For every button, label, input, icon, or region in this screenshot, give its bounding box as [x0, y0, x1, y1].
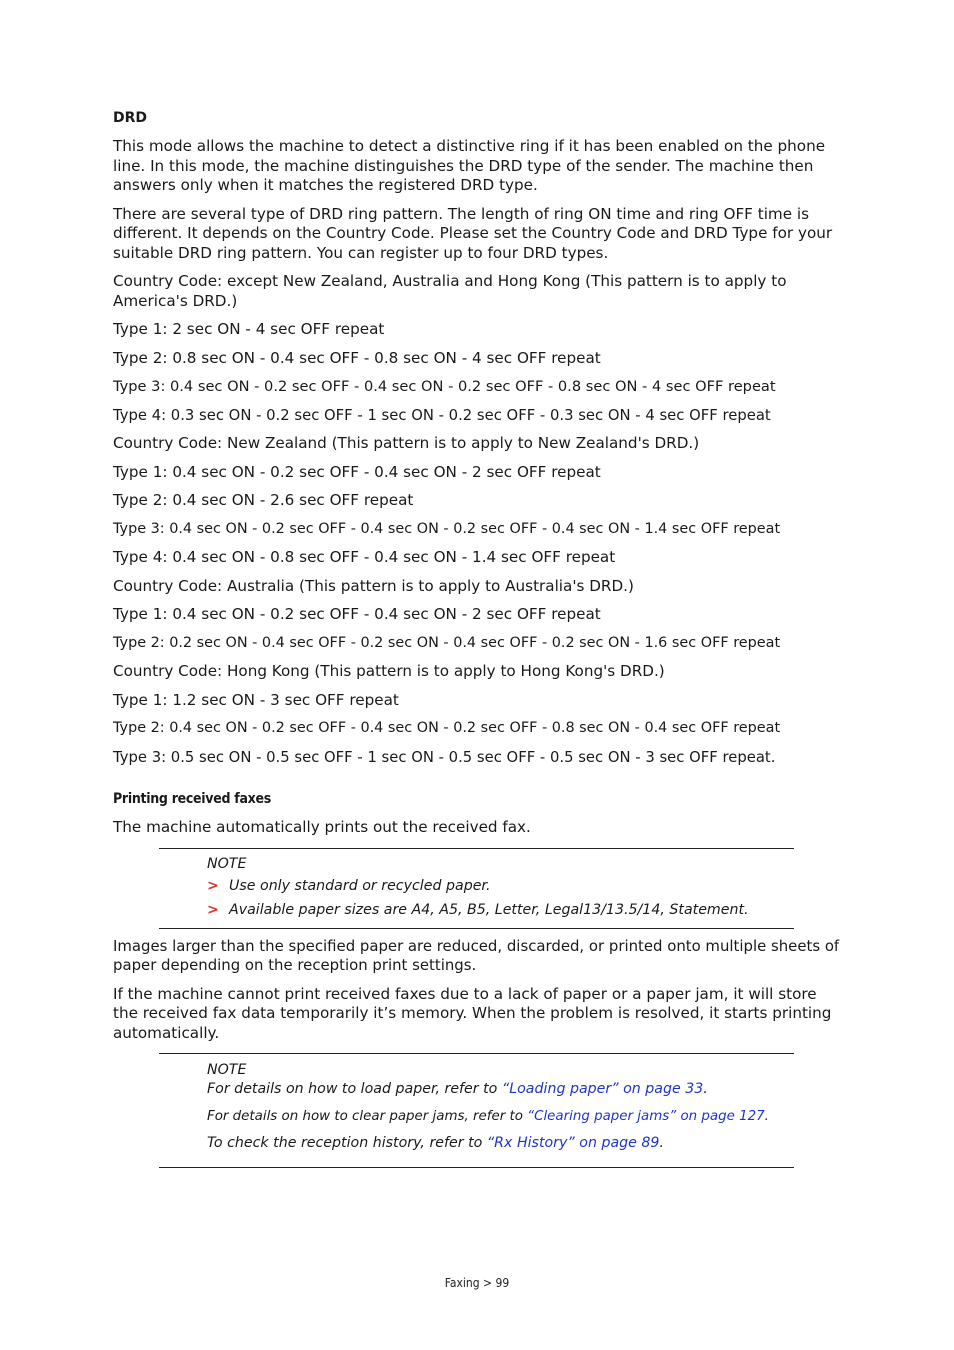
note-bullet-text: Use only standard or recycled paper.	[229, 877, 491, 894]
drd-line: Type 1: 1.2 sec ON - 3 sec OFF repeat	[113, 690, 399, 709]
note-reference-suffix: .	[703, 1081, 708, 1097]
drd-line: Country Code: New Zealand (This pattern is to apply to New Zealand's DRD.)	[113, 434, 700, 452]
drd-line: Type 3: 0.4 sec ON - 0.2 sec OFF - 0.4 sec ON - 0.2 sec OFF - 0.8 sec ON - 4 sec OFF repeat	[113, 378, 776, 395]
note-bullet-text: Available paper sizes are A4, A5, B5, Letter, Legal13/13.5/14, Statement.	[229, 901, 749, 918]
drd-intro: This mode allows the machine to detect a distinctive ring if it has been enabled on the phone line. In this mode, the machine distinguishes the DRD type of the sender. The machine then answers only when it matches the registered DRD type.	[113, 137, 826, 194]
drd-line: Type 2: 0.8 sec ON - 0.4 sec OFF - 0.8 sec ON - 4 sec OFF repeat	[113, 348, 601, 367]
chevron-right-icon: >	[207, 901, 219, 918]
drd-heading: DRD	[113, 110, 148, 126]
page-content	[113, 108, 843, 1168]
drd-line: Country Code: Hong Kong (This pattern is to apply to Hong Kong's DRD.)	[113, 662, 665, 680]
note-reference-prefix: To check the reception history, refer to	[207, 1135, 487, 1151]
link-clearing-paper-jams[interactable]: “Clearing paper jams” on page 127	[527, 1109, 765, 1124]
note-box-references	[159, 1053, 794, 1168]
drd-line: Type 4: 0.4 sec ON - 0.8 sec OFF - 0.4 sec ON - 1.4 sec OFF repeat	[113, 548, 616, 566]
note-reference-line	[207, 1107, 794, 1126]
drd-line: Type 1: 0.4 sec ON - 0.2 sec OFF - 0.4 sec ON - 2 sec OFF repeat	[113, 462, 601, 481]
link-loading-paper[interactable]: “Loading paper” on page 33	[501, 1081, 704, 1097]
note-reference-prefix: For details on how to clear paper jams, refer to	[207, 1109, 528, 1124]
drd-line: Type 1: 0.4 sec ON - 0.2 sec OFF - 0.4 sec ON - 2 sec OFF repeat	[113, 605, 601, 623]
printing-para-2: If the machine cannot print received faxes due to a lack of paper or a paper jam, it will store the received fax data temporarily it’s memory. When the problem is resolved, it starts printing automatically.	[113, 984, 832, 1042]
note-bullet	[207, 898, 794, 922]
drd-line: Country Code: Australia (This pattern is to apply to Australia's DRD.)	[113, 576, 634, 595]
drd-line: Type 2: 0.4 sec ON - 2.6 sec OFF repeat	[113, 491, 414, 509]
note-reference-line	[207, 1134, 794, 1153]
printing-intro: The machine automatically prints out the received fax.	[113, 818, 531, 836]
note-reference-line	[207, 1080, 794, 1099]
printing-para-1: Images larger than the specified paper are reduced, discarded, or printed onto multiple sheets of paper depending on the reception print settings.	[113, 936, 840, 974]
drd-line: Type 2: 0.2 sec ON - 0.4 sec OFF - 0.2 sec ON - 0.4 sec OFF - 0.2 sec ON - 1.6 sec OFF repeat	[113, 634, 781, 651]
page-footer: Faxing > 99	[444, 1276, 510, 1290]
note-label: NOTE	[207, 855, 247, 872]
note-bullet	[207, 874, 794, 898]
note-label: NOTE	[207, 1062, 247, 1078]
note-reference-suffix: .	[659, 1135, 664, 1151]
note-reference-prefix: For details on how to load paper, refer to	[207, 1081, 502, 1097]
drd-line: Type 2: 0.4 sec ON - 0.2 sec OFF - 0.4 sec ON - 0.2 sec OFF - 0.8 sec ON - 0.4 sec OFF repeat	[113, 720, 781, 736]
printing-heading: Printing received faxes	[113, 791, 271, 807]
drd-line: Country Code: except New Zealand, Australia and Hong Kong (This pattern is to apply to America's DRD.)	[113, 272, 787, 310]
chevron-right-icon: >	[207, 877, 219, 894]
drd-line: Type 3: 0.5 sec ON - 0.5 sec OFF - 1 sec ON - 0.5 sec OFF - 0.5 sec ON - 3 sec OFF repeat.	[113, 748, 776, 766]
drd-line: Type 4: 0.3 sec ON - 0.2 sec OFF - 1 sec ON - 0.2 sec OFF - 0.3 sec ON - 4 sec OFF repeat	[113, 406, 771, 424]
drd-line: Type 3: 0.4 sec ON - 0.2 sec OFF - 0.4 sec ON - 0.2 sec OFF - 0.4 sec ON - 1.4 sec OFF repeat	[113, 520, 781, 537]
note-reference-suffix: .	[764, 1109, 769, 1124]
drd-line: Type 1: 2 sec ON - 4 sec OFF repeat	[113, 320, 385, 338]
drd-pattern-intro: There are several type of DRD ring pattern. The length of ring ON time and ring OFF time is different. It depends on the Country Code. Please set the Country Code and DRD Type for your suitable DRD ring pattern. You can register up to four DRD types.	[113, 204, 833, 262]
link-rx-history[interactable]: “Rx History” on page 89	[486, 1135, 660, 1151]
note-box-paper	[159, 848, 794, 929]
